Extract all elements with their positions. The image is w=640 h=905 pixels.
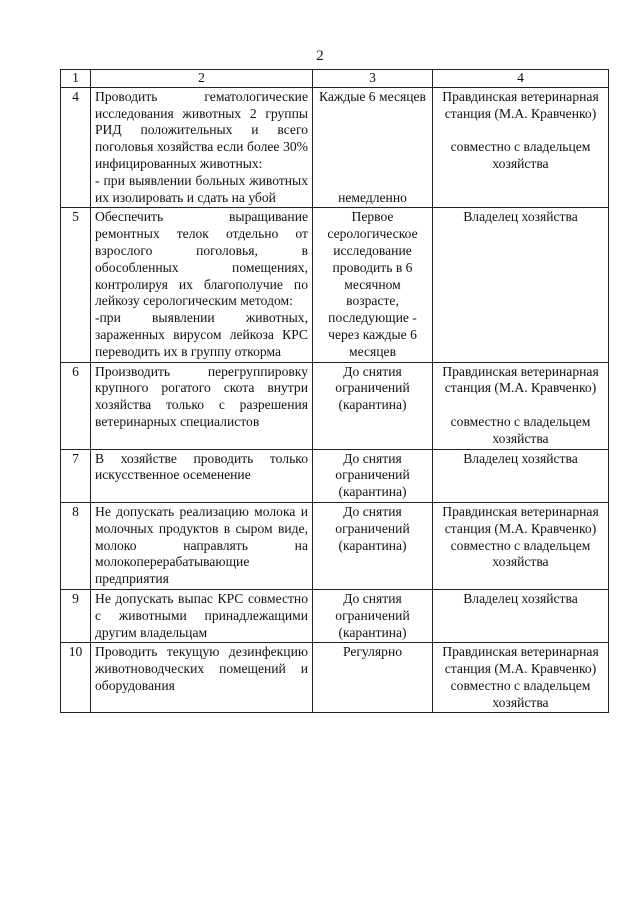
- row-term: Регулярно: [313, 643, 433, 713]
- header-col-3: 3: [313, 70, 433, 88]
- term-extra-text: немедленно: [338, 189, 407, 205]
- header-col-4: 4: [433, 70, 609, 88]
- row-action: Производить перегруппировку крупного рогатого скота внутри хозяйства только с разрешения ветеринарных специалистов: [91, 362, 313, 449]
- row-responsible: Правдинская ветеринарная станция (М.А. Кравченко) совместно с владельцем хозяйства: [433, 502, 609, 589]
- row-responsible: Владелец хозяйства: [433, 449, 609, 502]
- action-text: Проводить гематологические исследования животных 2 группы РИД положительных и всего поголовья хозяйства если более 30% инфицированных животных:: [95, 88, 308, 171]
- row-number: 9: [61, 589, 91, 642]
- responsible-extra-text: совместно с владельцем хозяйства: [450, 413, 591, 446]
- table-row: [61, 502, 609, 589]
- action-text: Обеспечить выращивание ремонтных телок отдельно от взрослого поголовья, в обособленных помещениях, контролируя их благополучие по лейкозу серологическим методом:: [95, 209, 308, 309]
- row-number: 6: [61, 362, 91, 449]
- action-extra-text: - при выявлении больных животных их изолировать и сдать на убой: [95, 172, 308, 205]
- row-action: [91, 208, 313, 362]
- header-col-2: 2: [91, 70, 313, 88]
- table-row: [61, 449, 609, 502]
- responsible-extra-text: совместно с владельцем хозяйства: [450, 139, 591, 171]
- row-term: До снятия ограничений (карантина): [313, 502, 433, 589]
- responsible-text: Правдинская ветеринарная станция (М.А. Кравченко): [442, 88, 599, 121]
- row-action: Не допускать реализацию молока и молочных продуктов в сыром виде, молоко направлять на молокоперерабатывающие предприятия: [91, 502, 313, 589]
- row-term: Первое серологическое исследование проводить в 6 месячном возрасте, последующие - через каждые 6 месяцев: [313, 208, 433, 362]
- header-col-1: 1: [61, 70, 91, 88]
- row-term: До снятия ограничений (карантина): [313, 589, 433, 642]
- row-responsible: [433, 362, 609, 449]
- row-responsible: [433, 87, 609, 208]
- table-row: [61, 362, 609, 449]
- row-responsible: Владелец хозяйства: [433, 589, 609, 642]
- row-responsible: Владелец хозяйства: [433, 208, 609, 362]
- measures-table: [60, 69, 609, 713]
- row-action: [91, 87, 313, 208]
- row-number: 8: [61, 502, 91, 589]
- row-number: 10: [61, 643, 91, 713]
- row-term: До снятия ограничений (карантина): [313, 449, 433, 502]
- term-text: Каждые 6 месяцев: [319, 88, 426, 104]
- row-action: Проводить текущую дезинфекцию животноводческих помещений и оборудования: [91, 643, 313, 713]
- table-row: [61, 643, 609, 713]
- row-number: 4: [61, 87, 91, 208]
- table-header-row: [61, 70, 609, 88]
- table-row: [61, 208, 609, 362]
- row-term: [313, 87, 433, 208]
- row-number: 5: [61, 208, 91, 362]
- row-action: В хозяйстве проводить только искусственное осеменение: [91, 449, 313, 502]
- table-row: [61, 87, 609, 208]
- table-row: [61, 589, 609, 642]
- action-extra-text: -при выявлении животных, зараженных вирусом лейкоза КРС переводить их в группу откорма: [95, 310, 308, 359]
- page-number: 2: [316, 48, 324, 64]
- responsible-text: Правдинская ветеринарная станция (М.А. Кравченко): [442, 363, 599, 396]
- row-term: До снятия ограничений (карантина): [313, 362, 433, 449]
- row-action: Не допускать выпас КРС совместно с животными принадлежащими другим владельцам: [91, 589, 313, 642]
- row-number: 7: [61, 449, 91, 502]
- row-responsible: Правдинская ветеринарная станция (М.А. Кравченко) совместно с владельцем хозяйства: [433, 643, 609, 713]
